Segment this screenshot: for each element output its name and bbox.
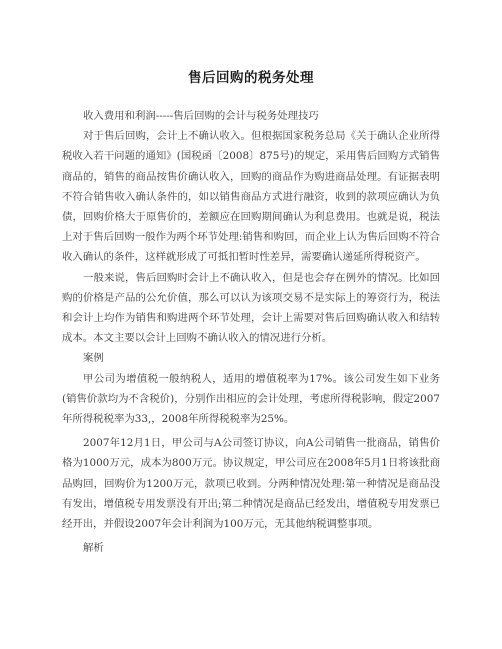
paragraph-case-setup: 甲公司为增值税一般纳税人，适用的增值税率为17%。该公司发生如下业务(销售价款均为不含税价)，分别作出相应的会计处理，考虑所得税影响，假定2007年所得税税率为33,，2008年所得税税率为25%。 <box>62 372 440 426</box>
paragraph-general: 一般来说，售后回购时会计上不确认收入，但是也会存在例外的情况。比如回购的价格是产品的公允价值，那么可以认为该项交易不是实际上的筹资行为，税法和会计上均作为销售和购进两个环节处理，会计上需要对售后回购确认收入和结转成本。本文主要以会计上回购不确认收入的情况进行分析。 <box>62 271 440 345</box>
document-title: 售后回购的税务处理 <box>188 70 314 86</box>
paragraph-subtitle: 收入费用和利润-----售后回购的会计与税务处理技巧 <box>83 110 319 122</box>
paragraph-case-detail: 2007年12月1日，甲公司与A公司签订协议，向A公司销售一批商品，销售价格为1000万元，成本为800万元。协议规定，甲公司应在2008年5月1日将该批商品购回，回购价为1200万元，款项已收到。分两种情况处理:第一种情况是商品没有发出，增值税专用发票没有开出;第二种情况是商品已经发出，增值税专用发票已经开出，并假设2007年会计利润为100万元，无其他纳税调整事项。 <box>62 437 440 531</box>
paragraph-intro: 对于售后回购，会计上不确认收入。但根据国家税务总局《关于确认企业所得税收入若干问题的通知》(国税函〔2008〕875号)的规定，采用售后回购方式销售商品的，销售的商品按售价确认收入，回购的商品作为购进商品处理。有证据表明不符合销售收入确认条件的，如以销售商品方式进行融资，收到的款项应确认为负债，回购价格大于原售价的，差额应在回购期间确认为利息费用。也就是说，税法上对于售后回购一般作为两个环节处理:销售和购回，而企业上认为售后回购不符合收入确认的条件，这样就形成了可抵扣暂时性差异，需要确认递延所得税资产。 <box>62 130 440 264</box>
paragraph-case-heading: 案例 <box>83 352 104 365</box>
paragraph-analysis-heading: 解析 <box>83 542 104 555</box>
